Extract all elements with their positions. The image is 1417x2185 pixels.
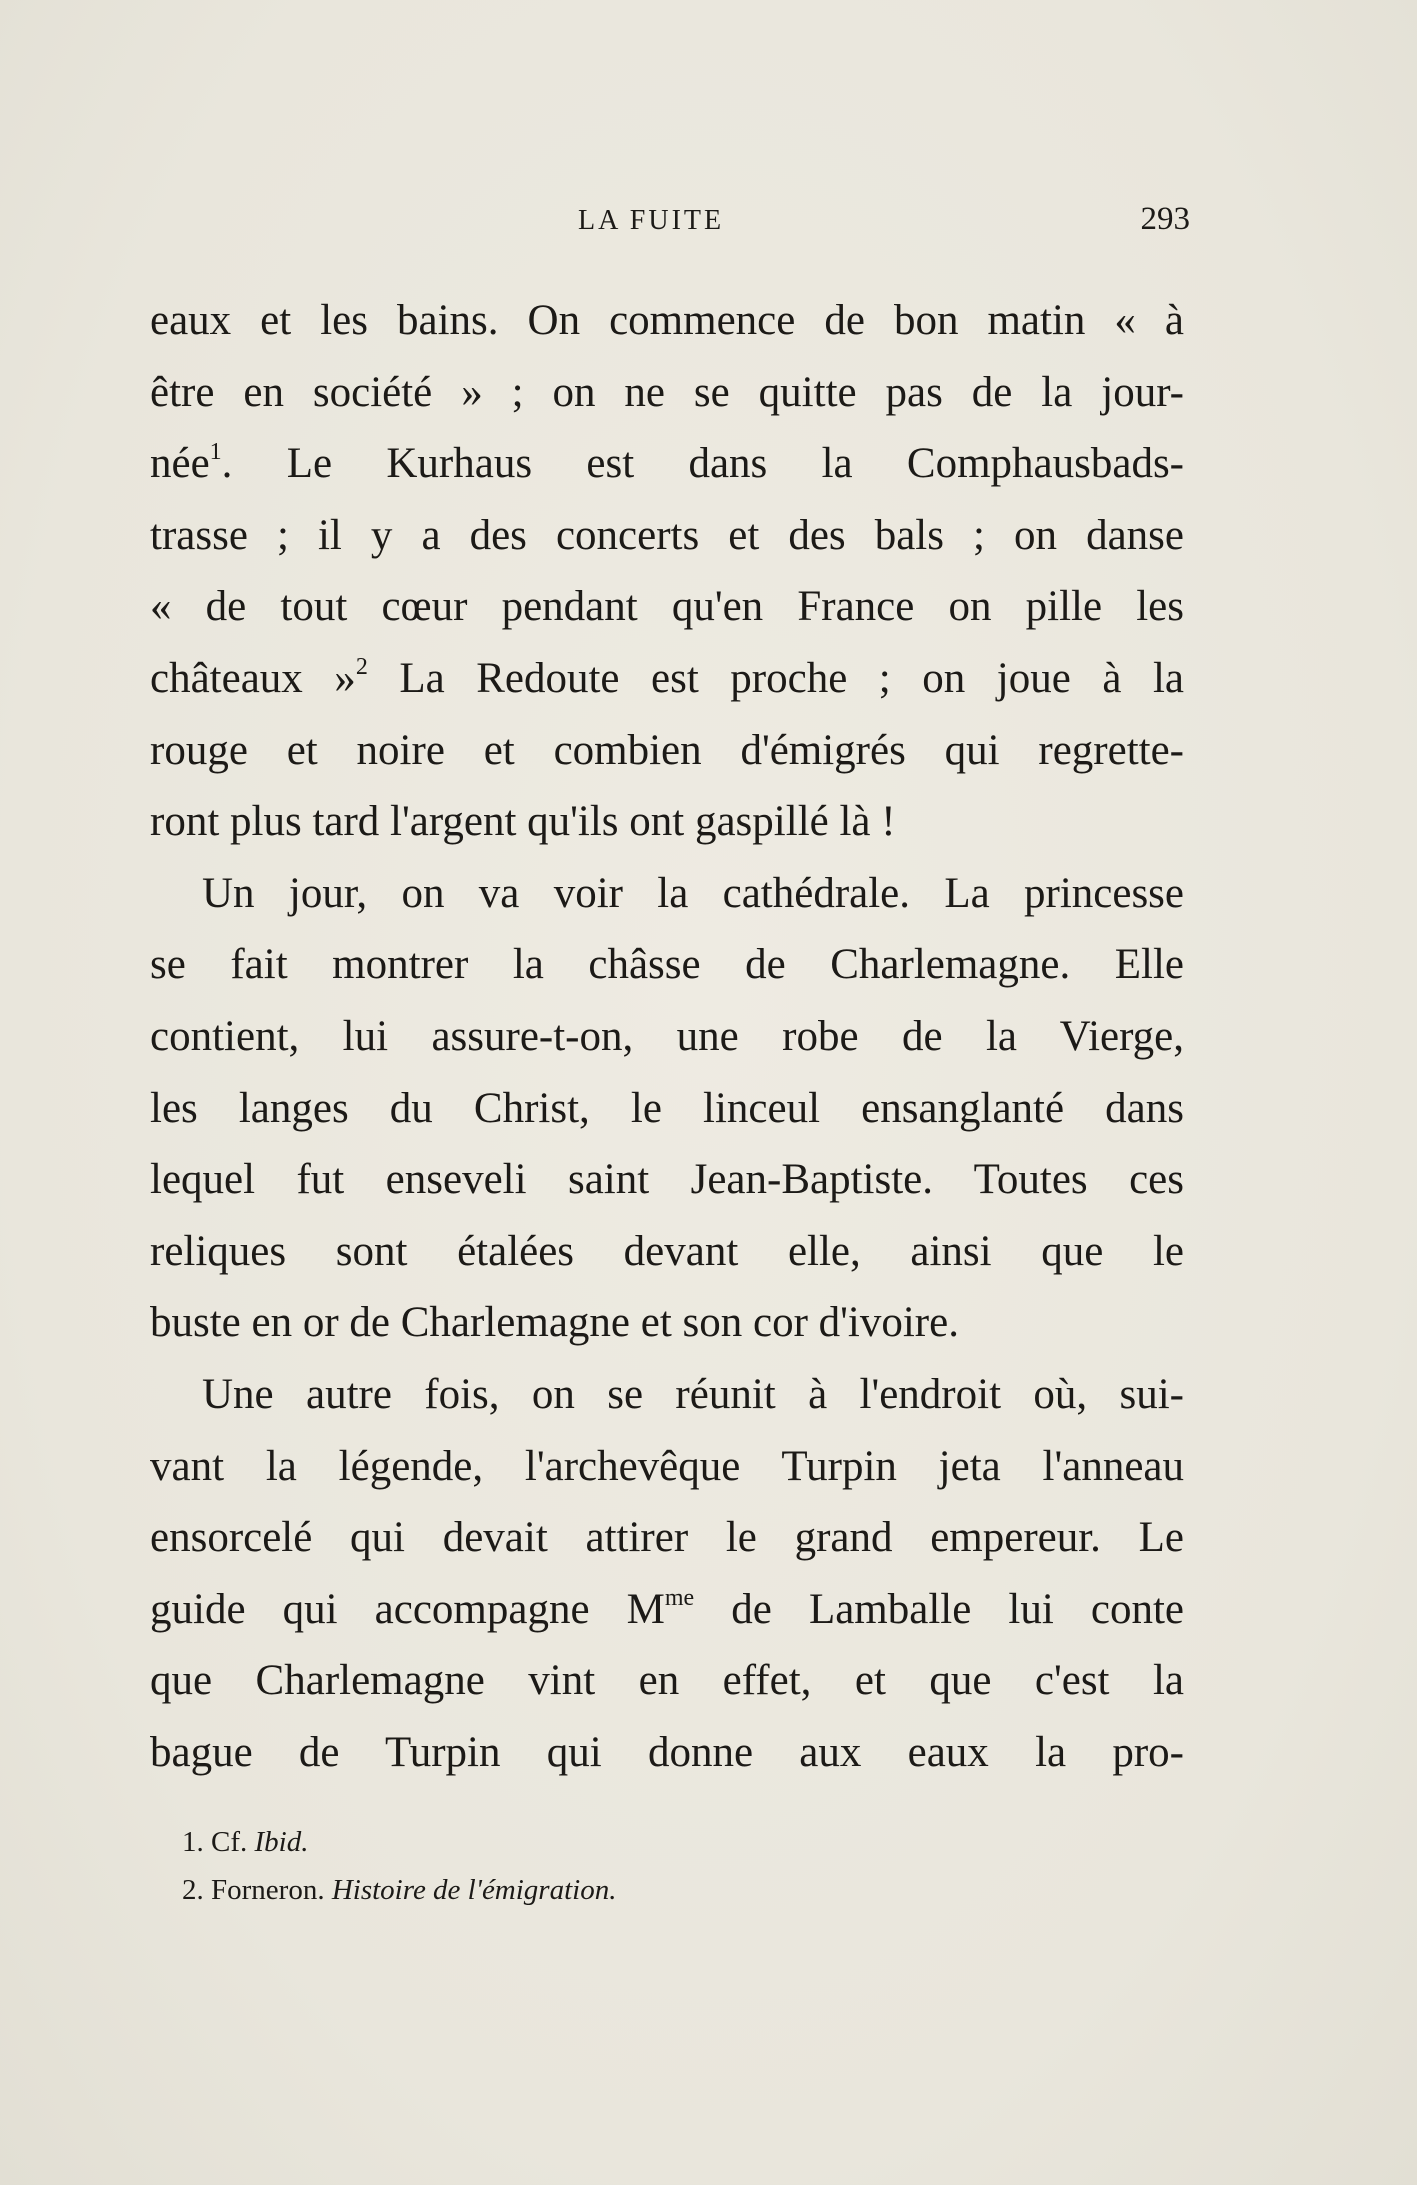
footnote-author: Forneron. — [211, 1874, 325, 1906]
page-number: 293 — [1140, 201, 1190, 237]
text-line: « de tout cœur pendant qu'en France on pille les — [150, 583, 1184, 631]
footnote-title: Ibid. — [254, 1826, 309, 1858]
footnote-author: Cf. — [211, 1826, 248, 1858]
text-line: vant la légende, l'archevêque Turpin jeta l'anneau — [150, 1442, 1184, 1490]
footnote-title: Histoire de l'émigration. — [331, 1874, 617, 1906]
footnote-reference: 1 — [209, 439, 222, 466]
text-line: bague de Turpin qui donne aux eaux la pro- — [150, 1728, 1184, 1776]
text-line: rouge et noire et combien d'émigrés qui regrette- — [150, 726, 1184, 774]
text-line — [150, 1574, 1184, 1646]
text-line — [150, 428, 1184, 500]
text-fragment: La Redoute est proche ; on joue à la — [367, 654, 1184, 702]
body-text — [150, 285, 1184, 1788]
text-line: que Charlemagne vint en effet, et que c'est la — [150, 1657, 1184, 1705]
text-line — [150, 643, 1184, 715]
footnote-reference: 2 — [355, 653, 368, 680]
text-line: reliques sont étalées devant elle, ainsi que le — [150, 1227, 1184, 1275]
text-line: buste en or de Charlemagne et son cor d'ivoire. — [150, 1299, 959, 1347]
text-line: trasse ; il y a des concerts et des bals ; on danse — [150, 511, 1184, 559]
text-line: eaux et les bains. On commence de bon matin « à — [150, 297, 1184, 344]
text-fragment: guide qui accompagne M — [150, 1585, 665, 1633]
text-fragment: née — [150, 440, 210, 488]
text-line: Un jour, on va voir la cathédrale. La princesse — [202, 869, 1184, 917]
running-title: LA FUITE — [578, 205, 725, 236]
text-line: ront plus tard l'argent qu'ils ont gaspillé là ! — [150, 798, 896, 846]
text-line: être en société » ; on ne se quitte pas de la jour- — [150, 368, 1184, 416]
text-line: se fait montrer la châsse de Charlemagne. Elle — [150, 941, 1184, 989]
footnote — [182, 1866, 1082, 1914]
text-line: ensorcelé qui devait attirer le grand empereur. Le — [150, 1514, 1184, 1562]
text-fragment: . Le Kurhaus est dans la Comphausbads- — [221, 440, 1184, 488]
footnote-number: 2. — [182, 1874, 204, 1906]
text-line: les langes du Christ, le linceul ensanglanté dans — [150, 1084, 1184, 1132]
text-fragment: de Lamballe lui conte — [694, 1585, 1184, 1633]
footnote-number: 1. — [182, 1826, 204, 1858]
text-line: Une autre fois, on se réunit à l'endroit où, sui- — [202, 1370, 1184, 1418]
superscript-abbreviation: me — [664, 1584, 695, 1611]
text-fragment: châteaux » — [150, 654, 356, 702]
footnotes — [182, 1818, 1082, 1914]
text-line: contient, lui assure-t-on, une robe de la Vierge, — [150, 1012, 1184, 1060]
footnote — [182, 1818, 1082, 1866]
text-line: lequel fut enseveli saint Jean-Baptiste. Toutes ces — [150, 1156, 1184, 1204]
running-header — [150, 201, 1190, 245]
